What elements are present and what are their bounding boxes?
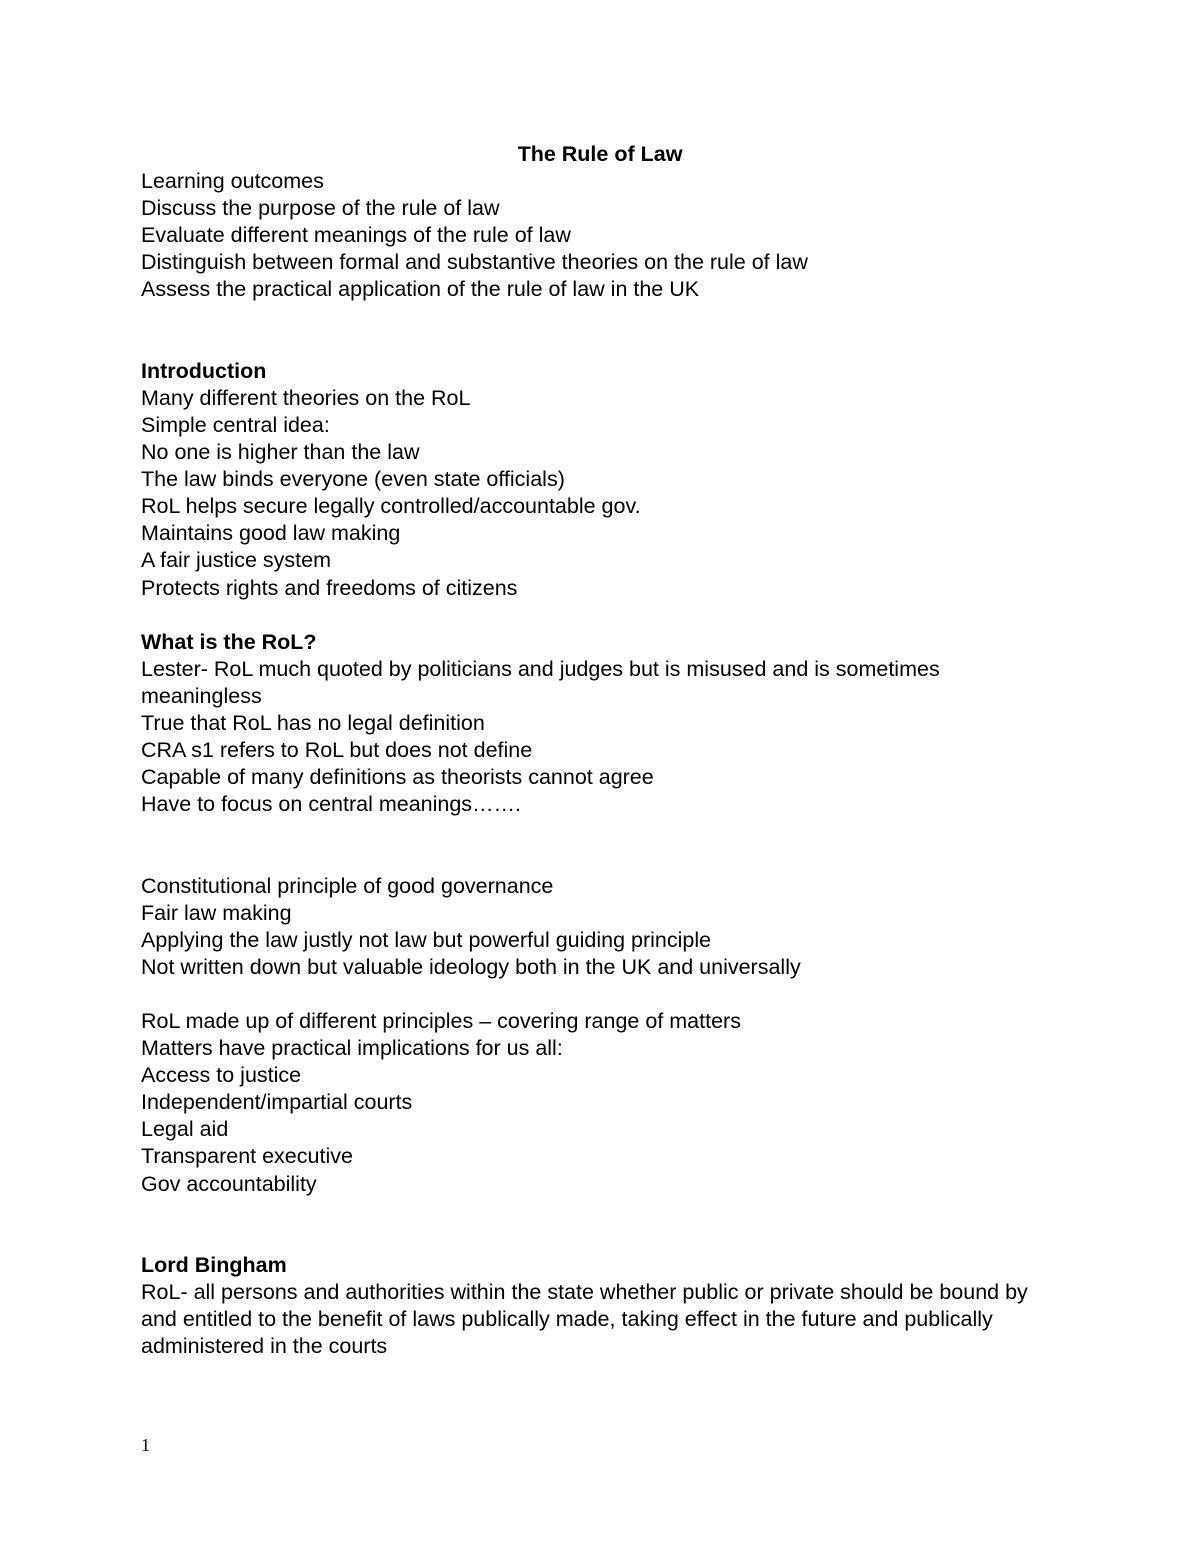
matters-section xyxy=(141,1008,1061,1198)
introduction-line: Protects rights and freedoms of citizens xyxy=(141,575,518,600)
learning-outcomes-section xyxy=(141,168,1061,303)
what-is-rol-line: Lester- RoL much quoted by politicians and judges but is misused and is sometimes meaningless xyxy=(141,656,940,708)
introduction-line: RoL helps secure legally controlled/accountable gov. xyxy=(141,494,641,519)
principle-section xyxy=(141,873,1061,981)
what-is-rol-line: Have to focus on central meanings……. xyxy=(141,792,522,817)
introduction-line: No one is higher than the law xyxy=(141,440,420,465)
matters-line: Gov accountability xyxy=(141,1171,317,1196)
what-is-rol-line: True that RoL has no legal definition xyxy=(141,710,485,735)
learning-outcome-item: Discuss the purpose of the rule of law xyxy=(141,196,500,221)
introduction-line: Simple central idea: xyxy=(141,412,330,437)
introduction-heading: Introduction xyxy=(141,358,267,383)
matters-line: Legal aid xyxy=(141,1117,229,1142)
matters-line: Independent/impartial courts xyxy=(141,1090,413,1115)
page-number: 1 xyxy=(141,1435,150,1455)
spacer xyxy=(141,818,1061,872)
introduction-line: Maintains good law making xyxy=(141,521,401,546)
learning-outcome-item: Assess the practical application of the rule of law in the UK xyxy=(141,277,700,302)
what-is-rol-line: Capable of many definitions as theorists cannot agree xyxy=(141,765,654,790)
principle-line: Fair law making xyxy=(141,900,292,925)
spacer xyxy=(141,304,1061,358)
matters-line: Transparent executive xyxy=(141,1144,353,1169)
spacer xyxy=(141,602,1061,629)
principle-line: Applying the law justly not law but powerful guiding principle xyxy=(141,927,712,952)
what-is-rol-heading: What is the RoL? xyxy=(141,629,317,654)
bingham-section xyxy=(141,1252,1061,1360)
what-is-rol-section xyxy=(141,629,1061,819)
document-title: The Rule of Law xyxy=(517,142,683,166)
document-content xyxy=(141,141,1061,1360)
introduction-section xyxy=(141,358,1061,602)
principle-line: Not written down but valuable ideology both in the UK and universally xyxy=(141,954,801,979)
learning-outcome-item: Distinguish between formal and substantive theories on the rule of law xyxy=(141,250,808,275)
bingham-paragraph: RoL- all persons and authorities within the state whether public or private should be bound by and entitled to the benefit of laws publically made, taking effect in the future and publically administered in the courts xyxy=(141,1279,1028,1359)
principle-line: Constitutional principle of good governance xyxy=(141,873,554,898)
bingham-heading: Lord Bingham xyxy=(141,1252,287,1277)
spacer xyxy=(141,1198,1061,1252)
spacer xyxy=(141,981,1061,1008)
introduction-line: Many different theories on the RoL xyxy=(141,385,471,410)
introduction-line: The law binds everyone (even state officials) xyxy=(141,467,565,492)
introduction-line: A fair justice system xyxy=(141,548,331,573)
learning-outcomes-heading: Learning outcomes xyxy=(141,169,324,194)
matters-line: Matters have practical implications for us all: xyxy=(141,1036,563,1061)
what-is-rol-line: CRA s1 refers to RoL but does not define xyxy=(141,738,533,763)
learning-outcome-item: Evaluate different meanings of the rule of law xyxy=(141,223,571,248)
matters-line: Access to justice xyxy=(141,1063,302,1088)
matters-line: RoL made up of different principles – covering range of matters xyxy=(141,1009,741,1033)
